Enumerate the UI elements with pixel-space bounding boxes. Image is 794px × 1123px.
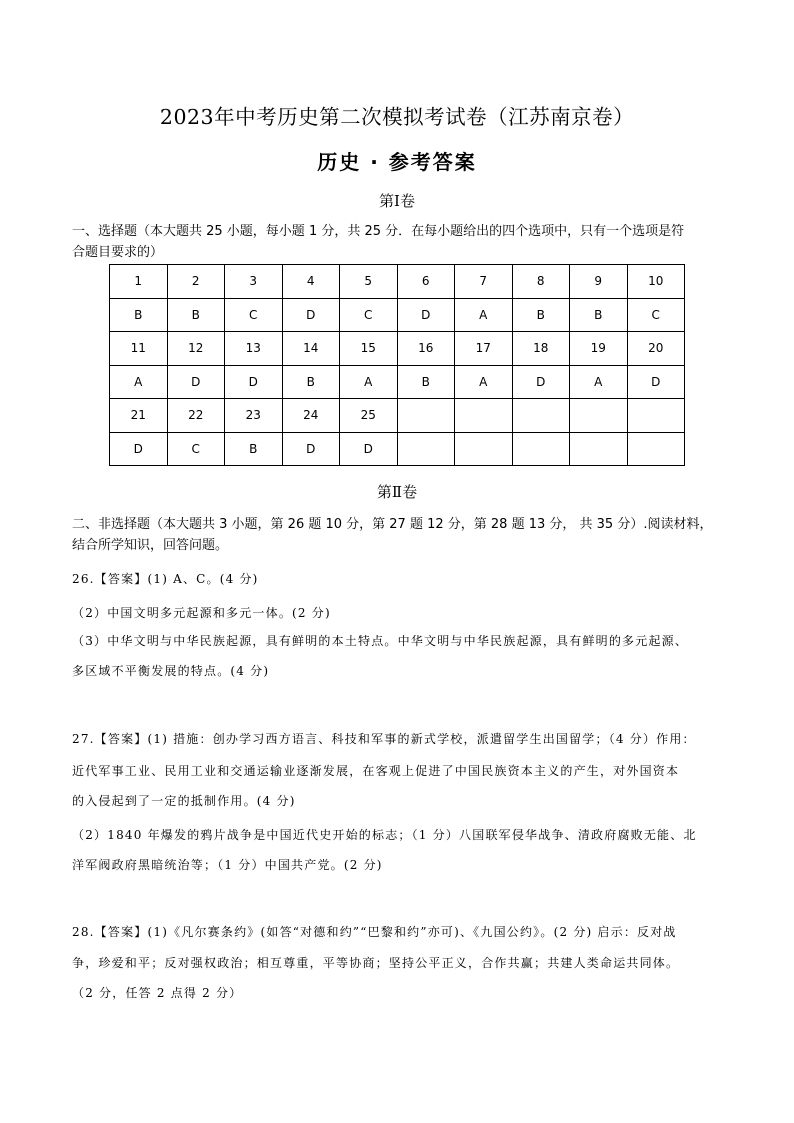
question-number-cell: 7 — [455, 265, 513, 299]
question-number-cell: 18 — [512, 332, 570, 366]
answer-cell: C — [167, 432, 225, 466]
q27-line5: 洋军阀政府黑暗统治等；（1 分）中国共产党。(2 分) — [72, 858, 383, 872]
q26-line3: （3）中华文明与中华民族起源，具有鲜明的本土特点。中华文明与中华民族起源，具有鲜明的多元起源、 — [72, 634, 689, 648]
part2-instructions-line1: 二、非选择题（本大题共 3 小题，第 26 题 10 分，第 27 题 12 分，第 28 题 13 分， 共 35 分）.阅读材料， — [72, 517, 713, 532]
question-number-cell: 13 — [225, 332, 283, 366]
answer-cell: B — [167, 298, 225, 332]
question-number-cell: 2 — [167, 265, 225, 299]
answer-cell: D — [110, 432, 168, 466]
part1-instructions-line1: 一、选择题（本大题共 25 小题，每小题 1 分，共 25 分．在每小题给出的四个选项中，只有一个选项是符 — [72, 224, 685, 239]
question-number-cell — [512, 399, 570, 433]
question-number-cell — [570, 399, 628, 433]
question-number-row — [110, 399, 685, 433]
answer-cell: A — [455, 365, 513, 399]
answer-cell: C — [225, 298, 283, 332]
answer-cell — [627, 432, 685, 466]
question-number-cell: 20 — [627, 332, 685, 366]
q26-line4: 多区域不平衡发展的特点。(4 分) — [72, 664, 270, 678]
part2-instructions — [72, 514, 732, 556]
question-number-cell: 8 — [512, 265, 570, 299]
q27-line4: （2）1840 年爆发的鸦片战争是中国近代史开始的标志；（1 分）八国联军侵华战争、清政府腐败无能、北 — [72, 828, 697, 842]
question-number-cell: 17 — [455, 332, 513, 366]
question-number-cell: 12 — [167, 332, 225, 366]
answer-cell: C — [340, 298, 398, 332]
question-number-cell: 10 — [627, 265, 685, 299]
question-number-cell — [455, 399, 513, 433]
q26-line2: （2）中国文明多元起源和多元一体。(2 分) — [72, 606, 331, 620]
answer-cell: D — [340, 432, 398, 466]
answer-cell — [570, 432, 628, 466]
answer-cell: B — [110, 298, 168, 332]
answer-row — [110, 432, 685, 466]
answer-cell: B — [512, 298, 570, 332]
answer-cell: D — [627, 365, 685, 399]
answer-cell: D — [397, 298, 455, 332]
question-number-cell: 15 — [340, 332, 398, 366]
question-number-row — [110, 265, 685, 299]
q27-line1: 27.【答案】(1) 措施：创办学习西方语言、科技和军事的新式学校，派遣留学生出国留学；（4 分）作用： — [72, 732, 696, 746]
answer-table — [109, 264, 685, 466]
answer-cell: B — [282, 365, 340, 399]
part1-instructions — [72, 221, 732, 263]
question-number-cell: 5 — [340, 265, 398, 299]
question-number-cell: 19 — [570, 332, 628, 366]
answer-cell: A — [110, 365, 168, 399]
page-subtitle: 历史 · 参考答案 — [317, 150, 477, 174]
question-number-cell: 6 — [397, 265, 455, 299]
question-number-cell — [627, 399, 685, 433]
answer-cell — [455, 432, 513, 466]
question-number-cell: 24 — [282, 399, 340, 433]
question-number-cell: 1 — [110, 265, 168, 299]
question-number-cell: 23 — [225, 399, 283, 433]
question-number-cell: 16 — [397, 332, 455, 366]
answer-cell — [512, 432, 570, 466]
q28-line2: 争，珍爱和平；反对强权政治；相互尊重，平等协商；坚持公平正义，合作共赢；共建人类命运共同体。 — [72, 956, 680, 970]
answer-cell: D — [225, 365, 283, 399]
part1-heading: 第Ⅰ卷 — [379, 192, 415, 210]
answer-cell: B — [570, 298, 628, 332]
question-number-cell — [397, 399, 455, 433]
question-number-cell: 3 — [225, 265, 283, 299]
answer-cell: D — [512, 365, 570, 399]
question-number-cell: 9 — [570, 265, 628, 299]
q28-line3: （2 分，任答 2 点得 2 分） — [72, 986, 243, 1000]
part2-instructions-line2: 结合所学知识，回答问题。 — [72, 538, 229, 553]
q28-line1: 28.【答案】(1)《凡尔赛条约》(如答“对德和约”“巴黎和约”亦可)、《九国公约》。(2 分) 启示：反对战 — [72, 925, 677, 939]
answer-cell: D — [282, 298, 340, 332]
question-number-cell: 4 — [282, 265, 340, 299]
answer-cell: A — [570, 365, 628, 399]
question-number-cell: 25 — [340, 399, 398, 433]
answer-cell: A — [340, 365, 398, 399]
q27-line3: 的入侵起到了一定的抵制作用。(4 分) — [72, 794, 296, 808]
answer-cell: D — [282, 432, 340, 466]
part2-heading: 第Ⅱ卷 — [376, 483, 418, 501]
q26-line1: 26.【答案】(1) A、C。(4 分) — [72, 572, 259, 586]
answer-cell: A — [455, 298, 513, 332]
question-number-row — [110, 332, 685, 366]
question-number-cell: 14 — [282, 332, 340, 366]
answer-cell: D — [167, 365, 225, 399]
question-number-cell: 21 — [110, 399, 168, 433]
question-number-cell: 22 — [167, 399, 225, 433]
question-number-cell: 11 — [110, 332, 168, 366]
answer-cell: B — [225, 432, 283, 466]
answer-row — [110, 365, 685, 399]
part1-instructions-line2: 合题目要求的） — [72, 245, 164, 260]
answer-cell: B — [397, 365, 455, 399]
q27-line2: 近代军事工业、民用工业和交通运输业逐渐发展，在客观上促进了中国民族资本主义的产生，对外国资本 — [72, 764, 680, 778]
answer-cell: C — [627, 298, 685, 332]
answer-row — [110, 298, 685, 332]
answer-cell — [397, 432, 455, 466]
page-title: 2023年中考历史第二次模拟考试卷（江苏南京卷） — [159, 105, 635, 129]
